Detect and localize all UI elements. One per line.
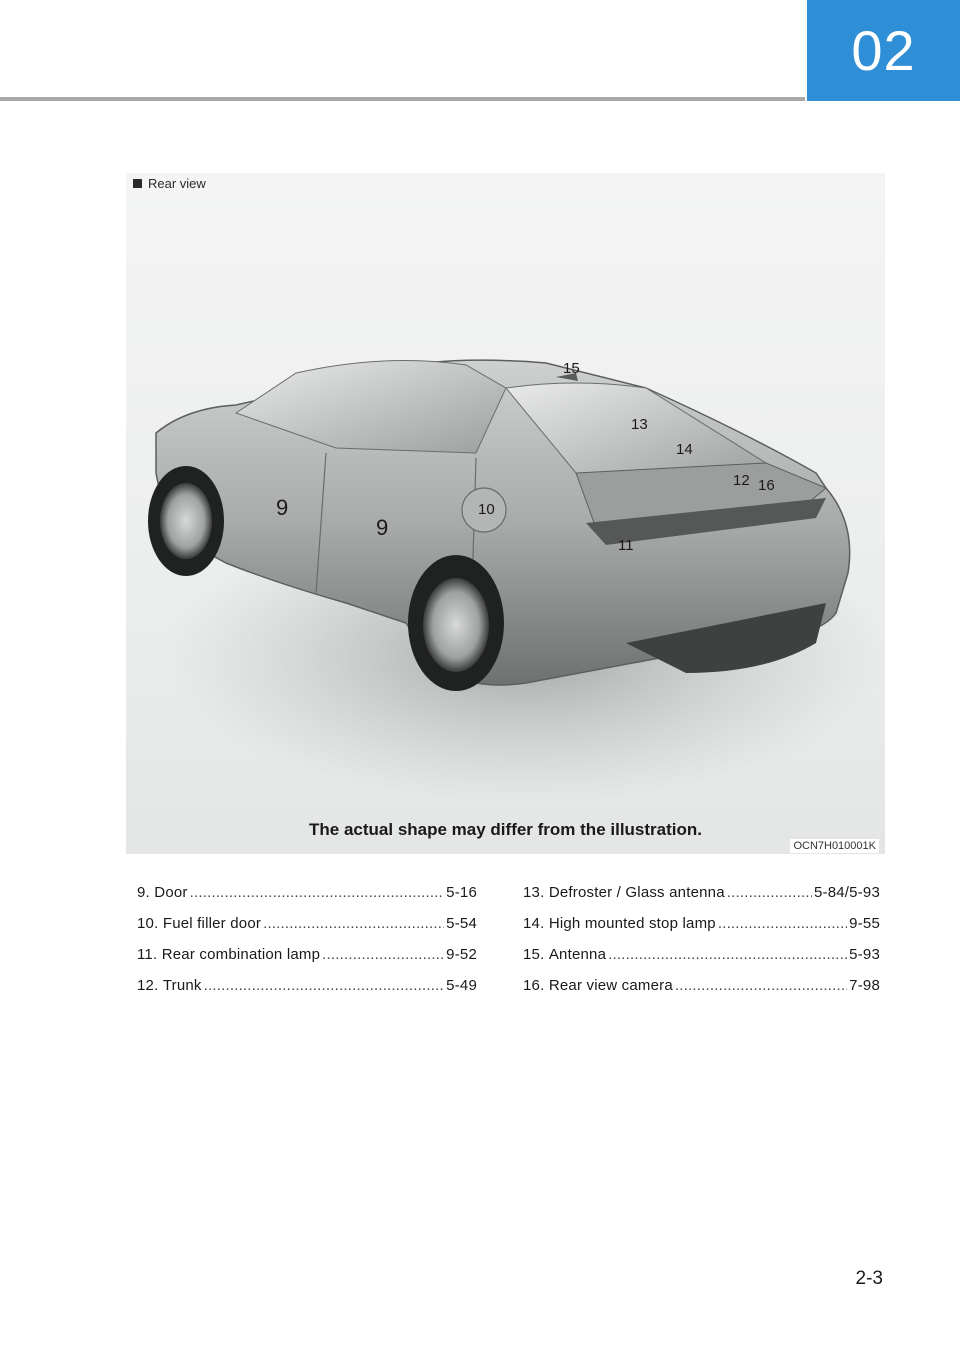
- callout-16: 16: [758, 477, 775, 494]
- header-rule: [0, 97, 805, 101]
- item-label: Door: [154, 884, 188, 901]
- callout-14: 14: [676, 441, 693, 458]
- leader-dots: [204, 977, 445, 994]
- list-item: [523, 915, 880, 932]
- item-label: Rear combination lamp: [161, 946, 321, 963]
- item-page: 9-55: [849, 915, 880, 932]
- callout-11: 11: [618, 537, 634, 554]
- list-item: [137, 946, 477, 963]
- item-page: 5-16: [446, 884, 477, 901]
- item-label: Antenna: [548, 946, 607, 963]
- item-list-right: [523, 884, 880, 1008]
- item-page: 5-54: [446, 915, 477, 932]
- leader-dots: [675, 977, 847, 994]
- callout-12: 12: [733, 472, 750, 489]
- callout-13: 13: [631, 416, 648, 433]
- leader-dots: [718, 915, 847, 932]
- item-number: 16.: [523, 977, 545, 994]
- item-number: 9.: [137, 884, 150, 901]
- item-page: 9-52: [446, 946, 477, 963]
- figure-code: OCN7H010001K: [790, 839, 879, 853]
- page-number: 2-3: [855, 1268, 883, 1289]
- car-illustration: [126, 173, 885, 854]
- item-label: Trunk: [162, 977, 202, 994]
- item-number: 15.: [523, 946, 545, 963]
- item-number: 13.: [523, 884, 545, 901]
- section-label-text: Rear view: [148, 176, 206, 191]
- list-item: [523, 946, 880, 963]
- callout-15: 15: [563, 360, 580, 377]
- leader-dots: [190, 884, 445, 901]
- item-label: High mounted stop lamp: [548, 915, 716, 932]
- list-item: [523, 977, 880, 994]
- list-item: [137, 915, 477, 932]
- chapter-tab: [807, 0, 960, 101]
- item-number: 11.: [137, 946, 158, 963]
- figure-disclaimer: The actual shape may differ from the illustration.: [309, 820, 702, 839]
- item-label: Defroster / Glass antenna: [548, 884, 725, 901]
- rear-view-figure: [126, 173, 885, 854]
- list-item: [137, 977, 477, 994]
- leader-dots: [263, 915, 444, 932]
- item-page: 5-49: [446, 977, 477, 994]
- callout-10: 10: [478, 501, 495, 518]
- item-page: 5-93: [849, 946, 880, 963]
- item-page: 5-84/5-93: [813, 884, 880, 901]
- item-list-left: [137, 884, 477, 1008]
- item-label: Fuel filler door: [162, 915, 262, 932]
- item-number: 14.: [523, 915, 545, 932]
- chapter-number: 02: [851, 19, 916, 82]
- item-number: 12.: [137, 977, 159, 994]
- callout-9-rear-door: 9: [376, 515, 389, 540]
- item-label: Rear view camera: [548, 977, 673, 994]
- leader-dots: [608, 946, 847, 963]
- list-item: [137, 884, 477, 901]
- leader-dots: [727, 884, 812, 901]
- item-page: 7-98: [849, 977, 880, 994]
- leader-dots: [322, 946, 444, 963]
- callout-9-front-door: 9: [276, 495, 289, 520]
- item-number: 10.: [137, 915, 159, 932]
- list-item: [523, 884, 880, 901]
